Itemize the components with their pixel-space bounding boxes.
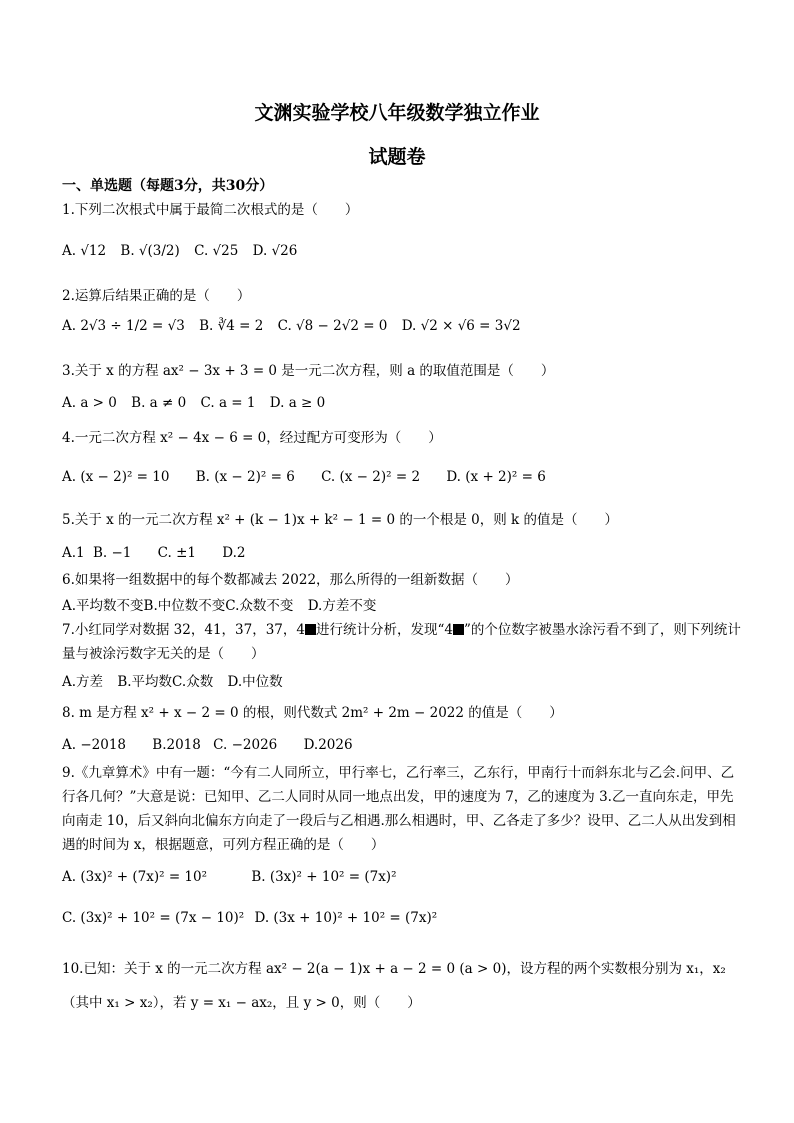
- question-6-options: [62, 594, 386, 614]
- question-7-stem-part-3: ”的个位数字被墨水涂污看不到了，则下列统计量与被涂污数字无关的是（ ）: [62, 622, 741, 662]
- question-9-options-row-1: [62, 869, 407, 885]
- question-10-stem: 10.已知：关于 x 的一元二次方程 ax² − 2(a − 1)x + a − 2 = 0 (a > 0)，设方程的两个实数根分别为 x₁，x₂（其中 x₁ > x₂），若 y = x₁ − ax₂，且 y > 0，则（ ）: [62, 961, 726, 1011]
- question-7-options: [62, 670, 293, 690]
- question-8-stem: 8. m 是方程 x² + x − 2 = 0 的根，则代数式 2m² + 2m − 2022 的值是（ ）: [62, 705, 563, 721]
- question-3-stem: 3.关于 x 的方程 ax² − 3x + 3 = 0 是一元二次方程，则 a 的取值范围是（ ）: [62, 363, 555, 379]
- question-3-option-a: A. a > 0: [62, 395, 117, 411]
- question-5-option-c: C. ±1: [157, 545, 196, 561]
- question-7-stem-part-2: 进行统计分析，发现“4: [315, 622, 453, 638]
- question-9-option-a: A. (3x)² + (7x)² = 10²: [62, 869, 208, 885]
- question-1-options: [62, 243, 307, 259]
- question-2-stem: 2.运算后结果正确的是（ ）: [62, 288, 251, 304]
- question-8-option-c: C. −2026: [213, 737, 278, 753]
- question-3-option-d: D. a ≥ 0: [269, 395, 326, 411]
- question-3-option-b: B. a ≠ 0: [131, 395, 187, 411]
- question-6-option-abc: A.平均数不变B.中位数不变C.众数不变: [62, 598, 294, 614]
- question-7-option-a: A.方差: [62, 674, 104, 690]
- question-5-options: [62, 545, 256, 561]
- question-4-option-a: A. (x − 2)² = 10: [62, 469, 170, 485]
- question-5-option-b: B. −1: [92, 545, 132, 561]
- question-8-option-d: D.2026: [303, 737, 353, 753]
- ink-blot-icon: [305, 624, 316, 635]
- question-1-stem: 1.下列二次根式中属于最简二次根式的是（ ）: [62, 202, 359, 218]
- question-3-option-c: C. a = 1: [200, 395, 256, 411]
- question-6-stem: 6.如果将一组数据中的每个数都减去 2022，那么所得的一组新数据（ ）: [62, 572, 519, 588]
- ink-blot-icon: [453, 624, 464, 635]
- question-7-stem: [62, 618, 742, 666]
- question-2-option-c: C. √8 − 2√2 = 0: [277, 318, 388, 334]
- question-8-option-a: A. −2018: [62, 737, 126, 753]
- question-8-option-b: B.2018: [152, 737, 201, 753]
- question-3-options: [62, 395, 335, 411]
- question-9-stem: 9.《九章算术》中有一题：“今有二人同所立，甲行率七，乙行率三，乙东行，甲南行十而斜东北与乙会.问甲、乙行各几何？”大意是说：已知甲、乙二人同时从同一地点出发，甲的速度为 7，乙的速度为 3.乙一直向东走，甲先向南走 10，后又斜向北偏东方向走了一段后与乙相遇.那么相遇时，甲、乙各走了多少？设甲、乙二人从出发到相遇的时间为 x，根据题意，可列方程正确的是（ ）: [62, 765, 736, 853]
- question-1-option-d: D. √26: [252, 243, 298, 259]
- question-2-option-d: D. √2 × √6 = 3√2: [401, 318, 521, 334]
- question-2-option-b: B. ∛4 = 2: [199, 318, 264, 334]
- question-7-option-bc: B.平均数C.众数: [117, 674, 214, 690]
- question-9-option-d: D. (3x + 10)² + 10² = (7x)²: [254, 910, 438, 926]
- page-subtitle: 试题卷: [368, 146, 426, 168]
- question-5-option-d: D.2: [222, 545, 246, 561]
- question-1-option-a: A. √12: [62, 243, 107, 259]
- question-5-stem: 5.关于 x 的一元二次方程 x² + (k − 1)x + k² − 1 = 0 的一个根是 0，则 k 的值是（ ）: [62, 512, 618, 528]
- question-9-options-row-2: [62, 910, 447, 926]
- question-4-option-b: B. (x − 2)² = 6: [195, 469, 295, 485]
- question-2-options: [62, 318, 531, 334]
- question-2-option-a: A. 2√3 ÷ 1/2 = √3: [62, 318, 185, 334]
- question-5-option-a: A.1: [62, 545, 85, 561]
- question-1-option-c: C. √25: [194, 243, 239, 259]
- question-9-option-b: B. (3x)² + 10² = (7x)²: [251, 869, 397, 885]
- question-4-stem: 4.一元二次方程 x² − 4x − 6 = 0，经过配方可变形为（ ）: [62, 430, 442, 446]
- section-heading: 一、单选题（每题3分，共30分）: [62, 178, 274, 194]
- question-7-stem-part-1: 7.小红同学对数据 32，41，37，37，4: [62, 622, 305, 638]
- page-title: 文渊实验学校八年级数学独立作业: [254, 102, 540, 124]
- question-4-options: [62, 469, 556, 485]
- question-7-option-d: D.中位数: [227, 674, 283, 690]
- question-1-option-b: B. √(3/2): [120, 243, 180, 259]
- question-6-option-d: D.方差不变: [307, 598, 377, 614]
- question-8-options: [62, 737, 363, 753]
- question-4-option-c: C. (x − 2)² = 2: [321, 469, 421, 485]
- question-9-option-c: C. (3x)² + 10² = (7x − 10)²: [62, 910, 245, 926]
- question-4-option-d: D. (x + 2)² = 6: [446, 469, 546, 485]
